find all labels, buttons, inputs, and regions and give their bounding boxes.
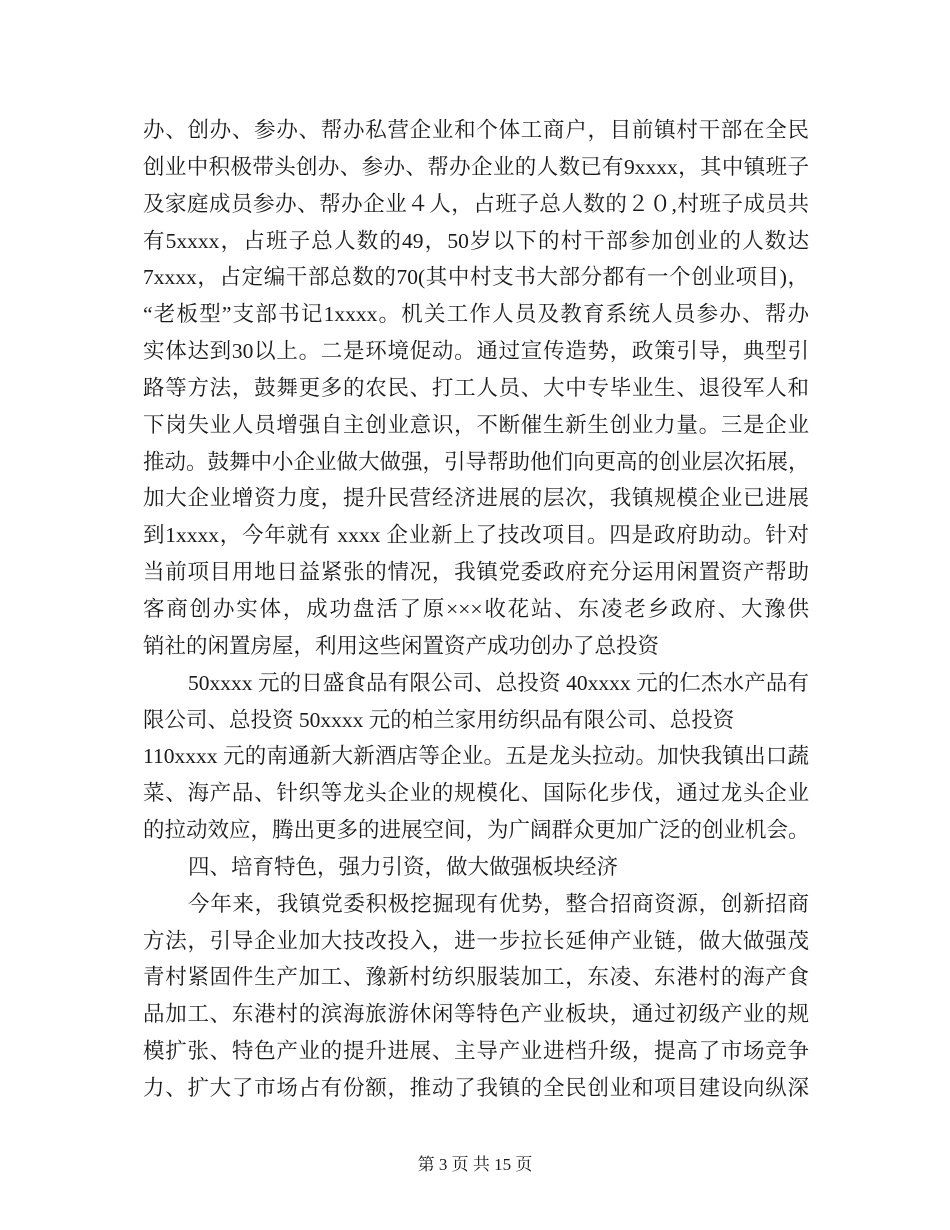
body-line: 推动。鼓舞中小企业做大做强，引导帮助他们向更高的创业层次拓展， [143,449,810,474]
body-line: 当前项目用地日益紧张的情况，我镇党委政府充分运用闲置资产帮助 [143,560,809,585]
body-line: 加大企业增资力度，提升民营经济进展的层次，我镇规模企业已进展 [143,486,809,511]
body-line: 路等方法，鼓舞更多的农民、打工人员、大中专毕业生、退役军人和 [143,375,809,400]
body-line: 有5xxxx，占班子总人数的49，50岁以下的村干部参加创业的人数达 [143,228,809,253]
body-line: 销社的闲置房屋，利用这些闲置资产成功创办了总投资 [143,633,660,658]
body-line: 今年来，我镇党委积极挖掘现有优势，整合招商资源，创新招商 [188,891,809,916]
body-line: 50xxxx 元的日盛食品有限公司、总投资 40xxxx 元的仁杰水产品有 [188,670,809,695]
body-line: 下岗失业人员增强自主创业意识，不断催生新生创业力量。三是企业 [143,412,809,437]
body-line: 创业中积极带头创办、参办、帮办企业的人数已有9xxxx，其中镇班子 [143,154,809,179]
body-line: 青村紧固件生产加工、豫新村纺织服装加工，东凌、东港村的海产食 [143,965,809,990]
body-line: 模扩张、特色产业的提升进展、主导产业进档升级，提高了市场竞争 [143,1039,809,1064]
body-line: 菜、海产品、针织等龙头企业的规模化、国际化步伐，通过龙头企业 [143,781,809,806]
body-line: 到1xxxx，今年就有 xxxx 企业新上了技改项目。四是政府助动。针对 [143,523,809,548]
body-line: 品加工、东港村的滨海旅游休闲等特色产业板块，通过初级产业的规 [143,1002,809,1027]
body-line: 办、创办、参办、帮办私营企业和个体工商户，目前镇村干部在全民 [143,118,809,142]
section-heading: 四、培育特色，强力引资，做大做强板块经济 [188,854,619,879]
body-line: 客商创办实体，成功盘活了原×××收花站、东凌老乡政府、大豫供 [143,596,809,621]
page-number-footer: 第 3 页 共 15 页 [417,1155,533,1174]
body-line: 实体达到30以上。二是环境促动。通过宣传造势，政策引导，典型引 [143,339,809,364]
body-line: 110xxxx 元的南通新大新酒店等企业。五是龙头拉动。加快我镇出口蔬 [143,744,809,769]
body-line: 限公司、总投资 50xxxx 元的柏兰家用纺织品有限公司、总投资 [143,707,735,732]
body-line: 及家庭成员参办、帮办企业４人，占班子总人数的２０,村班子成员共 [143,191,809,216]
body-line: 力、扩大了市场占有份额，推动了我镇的全民创业和项目建设向纵深 [143,1075,809,1100]
body-text [143,112,809,1107]
body-line: 7xxxx，占定编干部总数的70(其中村支书大部分都有一个创业项目)， [143,265,809,290]
body-line: 方法，引导企业加大技改投入，进一步拉长延伸产业链，做大做强茂 [143,928,809,953]
body-line: 的拉动效应，腾出更多的进展空间，为广阔群众更加广泛的创业机会。 [143,818,810,843]
body-line: “老板型”支部书记1xxxx。机关工作人员及教育系统人员参办、帮办 [143,302,809,327]
